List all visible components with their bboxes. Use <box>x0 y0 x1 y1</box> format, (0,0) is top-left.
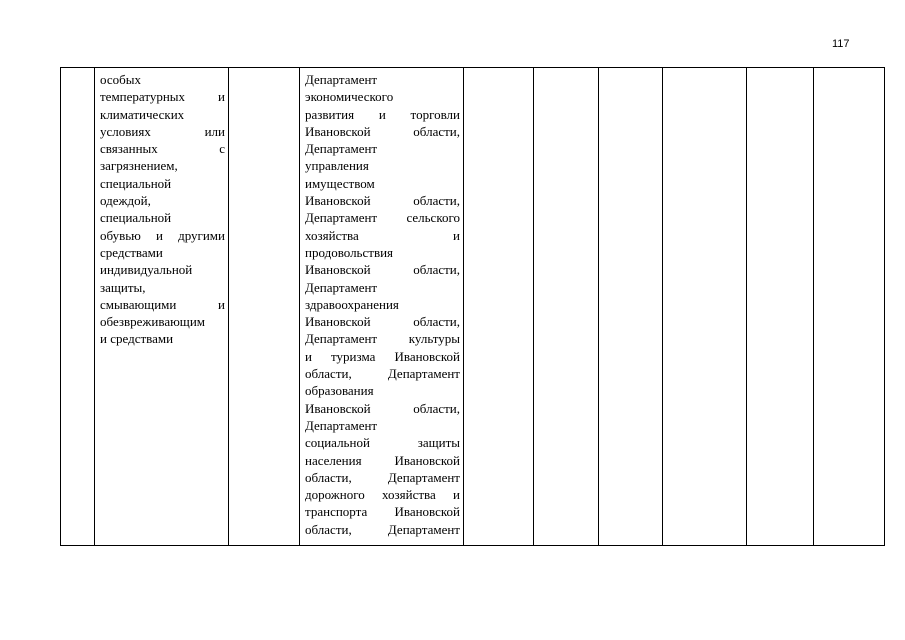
text-line: Ивановской области, <box>305 400 460 416</box>
table-cell-7 <box>599 68 663 546</box>
text-line: одеждой, <box>100 193 151 209</box>
table-cell-8 <box>663 68 747 546</box>
text-line: Ивановской области, <box>305 314 460 330</box>
table-cell-1 <box>61 68 95 546</box>
text-line: образования <box>305 383 374 399</box>
text-line: Департамент <box>305 141 378 157</box>
text-line: связанных с <box>100 141 225 157</box>
measure-description <box>95 68 228 348</box>
text-line: управления <box>305 158 369 174</box>
text-line: Департамент <box>305 72 378 87</box>
text-line: Ивановской области, <box>305 262 460 278</box>
text-line: смывающими и <box>100 296 225 312</box>
text-line: специальной <box>100 210 172 226</box>
text-line: индивидуальной <box>100 262 193 278</box>
page-number: 117 <box>832 38 850 50</box>
text-line: климатических <box>100 106 185 122</box>
table-cell-4 <box>300 68 464 546</box>
text-line: особых <box>100 72 141 87</box>
text-line: и туризма Ивановской <box>305 348 460 364</box>
text-line: условиях или <box>100 123 225 139</box>
text-line: имуществом <box>305 175 375 191</box>
table-cell-6 <box>534 68 599 546</box>
responsible-departments <box>300 68 463 538</box>
text-line: транспорта Ивановской <box>305 504 460 520</box>
table-cell-10 <box>814 68 885 546</box>
text-line: и средствами <box>100 331 174 347</box>
text-line: обезвреживающим <box>100 314 205 330</box>
text-line: Ивановской области, <box>305 193 460 209</box>
text-line: области, Департамент <box>305 521 460 537</box>
document-table <box>60 67 885 546</box>
table-cell-5 <box>464 68 534 546</box>
text-line: развития и торговли <box>305 106 460 122</box>
text-line: средствами <box>100 244 163 260</box>
text-line: дорожного хозяйства и <box>305 487 460 503</box>
text-line: здравоохранения <box>305 296 399 312</box>
text-line: области, Департамент <box>305 469 460 485</box>
text-line: экономического <box>305 89 394 105</box>
table-row <box>61 68 885 546</box>
text-line: социальной защиты <box>305 435 460 451</box>
text-line: Департамент <box>305 417 378 433</box>
table-cell-9 <box>747 68 814 546</box>
text-line: населения Ивановской <box>305 452 460 468</box>
table-cell-2 <box>95 68 229 546</box>
text-line: обувью и другими <box>100 227 225 243</box>
text-line: области, Департамент <box>305 366 460 382</box>
text-line: температурных и <box>100 89 225 105</box>
text-line: защиты, <box>100 279 146 295</box>
text-line: специальной <box>100 175 172 191</box>
text-line: загрязнением, <box>100 158 178 174</box>
text-line: хозяйства и <box>305 227 460 243</box>
text-line: Департамент культуры <box>305 331 460 347</box>
text-line: Департамент <box>305 279 378 295</box>
table-cell-3 <box>229 68 300 546</box>
text-line: Ивановской области, <box>305 123 460 139</box>
text-line: Департамент сельского <box>305 210 460 226</box>
text-line: продовольствия <box>305 244 394 260</box>
